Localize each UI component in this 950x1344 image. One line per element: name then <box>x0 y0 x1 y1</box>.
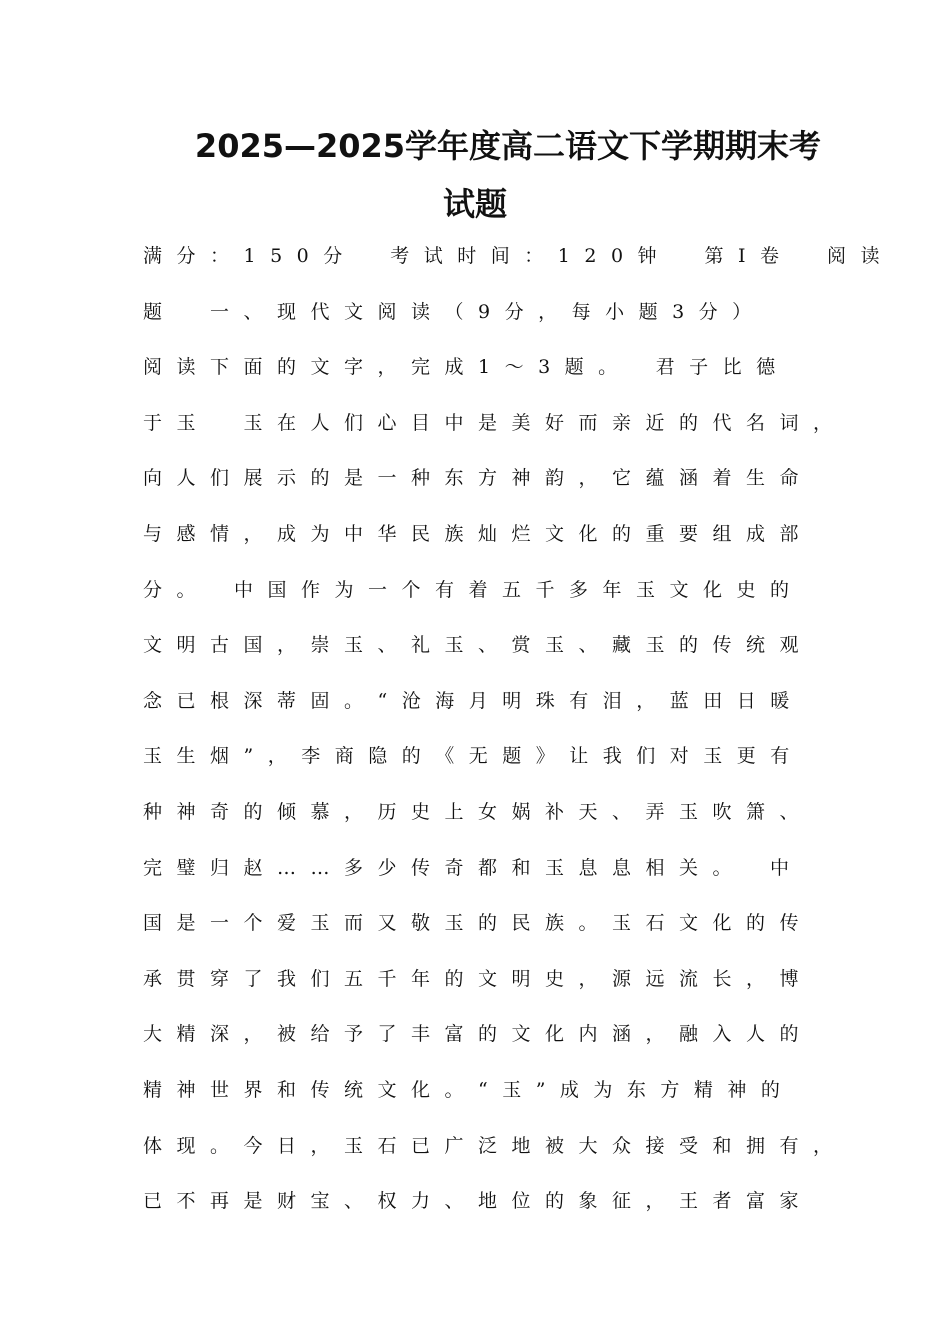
text-line: 于玉 玉在人们心目中是美好而亲近的代名词， <box>143 411 847 434</box>
text-line: 大精深，被给予了丰富的文化内涵，融入人的 <box>143 1023 814 1046</box>
text-line: 承贯穿了我们五千年的文明史，源远流长，博 <box>143 967 814 990</box>
text-line: 体现。今日，玉石已广泛地被大众接受和拥有， <box>143 1134 847 1157</box>
document-title-line-1: 2025—2025学年度高二语文下学期期末考 <box>194 127 822 165</box>
body-text <box>143 234 895 1235</box>
text-line: 完璧归赵……多少传奇都和玉息息相关。 中 <box>143 856 804 879</box>
document-title-line-2: 试题 <box>442 185 507 223</box>
text-line: 玉生烟”，李商隐的《无题》让我们对玉更有 <box>143 745 804 768</box>
text-line: 与感情，成为中华民族灿烂文化的重要组成部 <box>143 522 814 545</box>
text-line: 文明古国，崇玉、礼玉、赏玉、藏玉的传统观 <box>143 634 814 657</box>
text-line: 阅读下面的文字，完成1～3题。 君子比德 <box>143 356 790 379</box>
text-line: 已不再是财宝、权力、地位的象征，王者富家 <box>143 1190 814 1213</box>
text-line: 国是一个爱玉而又敬玉的民族。玉石文化的传 <box>143 912 814 935</box>
text-line: 满分：150分 考试时间：120钟 第Ⅰ卷 阅读 <box>143 245 895 267</box>
text-line: 种神奇的倾慕，历史上女娲补天、弄玉吹箫、 <box>143 800 814 823</box>
text-line: 向人们展示的是一种东方神韵，它蕴涵着生命 <box>143 467 814 490</box>
text-line: 分。 中国作为一个有着五千多年玉文化史的 <box>143 578 804 601</box>
text-line: 念已根深蒂固。“沧海月明珠有泪，蓝田日暖 <box>143 689 804 712</box>
text-line: 精神世界和传统文化。“玉”成为东方精神的 <box>143 1078 795 1101</box>
text-line: 题 一、现代文阅读（9分，每小题3分） <box>143 300 766 323</box>
